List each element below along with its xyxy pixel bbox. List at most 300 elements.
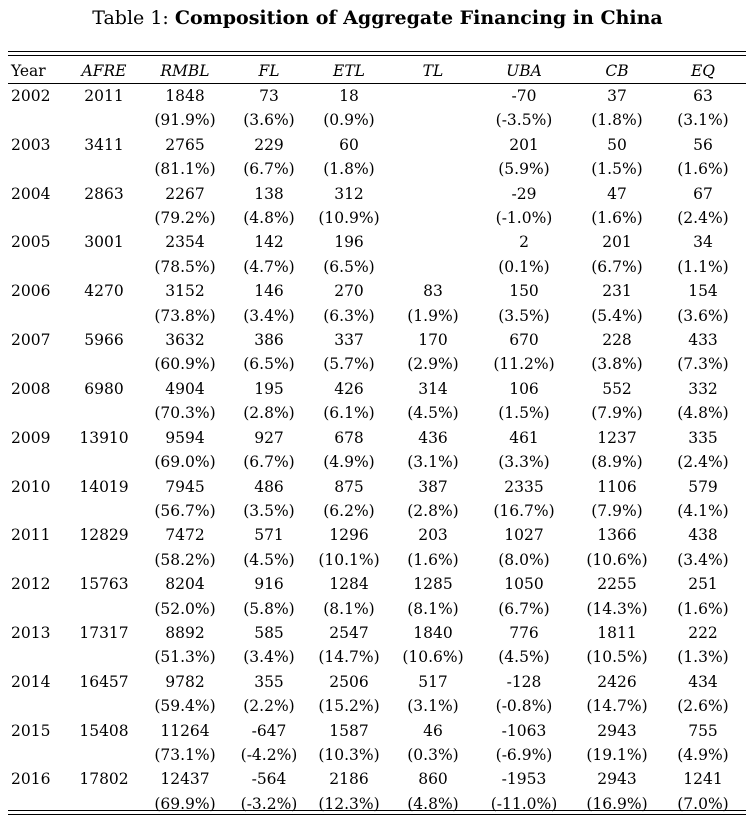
value-cell: 552 [602,379,632,398]
share-cell: (1.1%) [677,257,729,276]
empty-year-cell [8,694,70,718]
year-cell: 2006 [11,282,51,301]
column-header-year: Year [11,62,46,80]
share-cell [70,304,138,328]
value-cell: 56 [693,135,713,154]
column-header-fl: FL [258,62,280,80]
value-cell: 8892 [165,623,205,642]
value-cell: 154 [688,282,718,301]
value-cell: 335 [688,428,718,447]
share-cell [70,157,138,181]
share-cell: (6.5%) [323,257,375,276]
share-cell: (-1.0%) [495,209,553,228]
value-cell: 312 [334,184,364,203]
table-row-values [8,182,746,206]
share-cell: (14.7%) [586,697,648,716]
share-cell: (3.4%) [677,550,729,569]
share-cell: (1.5%) [498,404,550,423]
value-cell: 2863 [84,184,124,203]
value-cell: 4270 [84,282,124,301]
year-cell: 2005 [11,233,51,252]
financing-table [8,59,746,816]
year-cell: 2013 [11,623,51,642]
value-cell: 83 [423,282,443,301]
share-cell: (1.6%) [677,160,729,179]
share-cell: (8.9%) [591,453,643,472]
value-cell [392,230,474,254]
share-cell: (-3.5%) [495,111,553,130]
value-cell: 2354 [165,233,205,252]
column-header-tl: TL [422,62,444,80]
empty-year-cell [8,352,70,376]
empty-year-cell [8,304,70,328]
share-cell: (0.1%) [498,257,550,276]
value-cell: 2335 [504,477,544,496]
table-row-values [8,377,746,401]
year-cell: 2008 [11,379,51,398]
share-cell [392,157,474,181]
value-cell: 387 [418,477,448,496]
table-row-shares [8,694,746,718]
share-cell: (4.8%) [243,209,295,228]
value-cell: 12829 [79,526,129,545]
value-cell: 201 [509,135,539,154]
share-cell: (3.6%) [677,306,729,325]
share-cell: (69.0%) [154,453,216,472]
table-row-shares [8,157,746,181]
value-cell: 270 [334,282,364,301]
empty-year-cell [8,645,70,669]
year-cell: 2009 [11,428,51,447]
table-row-shares [8,792,746,816]
share-cell: (2.8%) [243,404,295,423]
share-cell: (6.5%) [243,355,295,374]
share-cell [70,206,138,230]
table-row-values [8,767,746,791]
share-cell [70,352,138,376]
value-cell: 434 [688,672,718,691]
share-cell: (19.1%) [586,745,648,764]
share-cell: (10.6%) [586,550,648,569]
value-cell: 875 [334,477,364,496]
share-cell: (4.5%) [243,550,295,569]
share-cell [70,108,138,132]
share-cell: (69.9%) [154,794,216,813]
table-row-shares [8,255,746,279]
top-rule-outer [8,51,746,52]
share-cell: (11.2%) [493,355,555,374]
value-cell: 579 [688,477,718,496]
share-cell: (2.6%) [677,697,729,716]
share-cell: (81.1%) [154,160,216,179]
value-cell: 314 [418,379,448,398]
value-cell: -647 [251,721,287,740]
value-cell: 3152 [165,282,205,301]
table-row-shares [8,743,746,767]
share-cell: (3.5%) [243,501,295,520]
share-cell [392,206,474,230]
value-cell: 16457 [79,672,129,691]
share-cell: (58.2%) [154,550,216,569]
value-cell: 2506 [329,672,369,691]
value-cell: 170 [418,331,448,350]
table-row-values [8,475,746,499]
share-cell: (6.3%) [323,306,375,325]
value-cell: 1027 [504,526,544,545]
share-cell: (14.3%) [586,599,648,618]
share-cell [70,548,138,572]
value-cell: 13910 [79,428,129,447]
share-cell: (14.7%) [318,648,380,667]
year-cell: 2016 [11,770,51,789]
value-cell: 201 [602,233,632,252]
share-cell: (59.4%) [154,697,216,716]
column-header-eq: EQ [690,62,716,80]
value-cell: 15763 [79,575,129,594]
table-row-shares [8,352,746,376]
empty-year-cell [8,255,70,279]
share-cell: (78.5%) [154,257,216,276]
share-cell: (3.8%) [591,355,643,374]
value-cell: 3411 [84,135,124,154]
value-cell: 228 [602,331,632,350]
value-cell: 15408 [79,721,129,740]
column-header-uba: UBA [506,62,542,80]
value-cell: 67 [693,184,713,203]
share-cell: (56.7%) [154,501,216,520]
share-cell: (4.8%) [677,404,729,423]
column-header-afre: AFRE [81,62,127,80]
empty-year-cell [8,108,70,132]
table-row-values [8,719,746,743]
year-cell: 2011 [11,526,51,545]
table-row-values [8,279,746,303]
table-row-shares [8,401,746,425]
share-cell: (0.3%) [407,745,459,764]
value-cell: 11264 [160,721,210,740]
value-cell: 1241 [683,770,723,789]
value-cell: 231 [602,282,632,301]
value-cell: 138 [254,184,284,203]
value-cell: 2547 [329,623,369,642]
value-cell: 755 [688,721,718,740]
column-header-cb: CB [605,62,629,80]
table-row-values [8,133,746,157]
table-header-row [8,59,746,84]
value-cell: 50 [607,135,627,154]
value-cell: 2011 [84,87,124,105]
value-cell: 1296 [329,526,369,545]
share-cell: (1.6%) [591,209,643,228]
value-cell: 18 [339,87,359,105]
value-cell: 927 [254,428,284,447]
value-cell: 8204 [165,575,205,594]
share-cell: (1.3%) [677,648,729,667]
year-cell: 2004 [11,184,51,203]
empty-year-cell [8,157,70,181]
table-row-shares [8,645,746,669]
value-cell: 146 [254,282,284,301]
table-body [8,84,746,817]
share-cell: (2.4%) [677,209,729,228]
value-cell: 436 [418,428,448,447]
value-cell: 1284 [329,575,369,594]
value-cell: 386 [254,331,284,350]
share-cell: (16.7%) [493,501,555,520]
value-cell: 585 [254,623,284,642]
table-row-shares [8,548,746,572]
value-cell: 37 [607,87,627,105]
empty-year-cell [8,792,70,816]
share-cell: (4.8%) [407,794,459,813]
share-cell: (5.8%) [243,599,295,618]
bottom-rule-outer [8,814,746,815]
value-cell: 517 [418,672,448,691]
share-cell: (-3.2%) [240,794,298,813]
value-cell: -1953 [501,770,547,789]
share-cell: (8.1%) [323,599,375,618]
value-cell: 916 [254,575,284,594]
value-cell: 776 [509,623,539,642]
value-cell: 46 [423,721,443,740]
value-cell: 355 [254,672,284,691]
value-cell: 2186 [329,770,369,789]
share-cell: (10.5%) [586,648,648,667]
share-cell: (3.1%) [677,111,729,130]
value-cell: 3632 [165,331,205,350]
value-cell: 222 [688,623,718,642]
year-cell: 2010 [11,477,51,496]
value-cell: 150 [509,282,539,301]
share-cell: (10.3%) [318,745,380,764]
share-cell: (1.8%) [323,160,375,179]
share-cell: (7.3%) [677,355,729,374]
share-cell: (0.9%) [323,111,375,130]
table-caption [0,4,755,32]
column-header-rmbl: RMBL [160,62,210,80]
share-cell: (7.0%) [677,794,729,813]
value-cell: 2255 [597,575,637,594]
value-cell: 4904 [165,379,205,398]
value-cell: 7472 [165,526,205,545]
value-cell: 1848 [165,87,205,105]
share-cell: (60.9%) [154,355,216,374]
value-cell: 7945 [165,477,205,496]
year-cell: 2003 [11,135,51,154]
share-cell: (1.8%) [591,111,643,130]
share-cell: (5.9%) [498,160,550,179]
value-cell: 337 [334,331,364,350]
value-cell: 251 [688,575,718,594]
value-cell: 1587 [329,721,369,740]
share-cell: (4.7%) [243,257,295,276]
share-cell: (6.1%) [323,404,375,423]
share-cell: (1.5%) [591,160,643,179]
share-cell: (10.9%) [318,209,380,228]
value-cell: 860 [418,770,448,789]
value-cell: 571 [254,526,284,545]
share-cell: (1.6%) [677,599,729,618]
share-cell: (10.1%) [318,550,380,569]
value-cell: 433 [688,331,718,350]
value-cell: -564 [251,770,287,789]
value-cell: 229 [254,135,284,154]
share-cell: (4.9%) [323,453,375,472]
table-row-shares [8,597,746,621]
value-cell: 3001 [84,233,124,252]
table-row-values [8,84,746,109]
share-cell: (6.7%) [243,160,295,179]
share-cell: (3.4%) [243,648,295,667]
value-cell: 9782 [165,672,205,691]
table-row-values [8,426,746,450]
share-cell: (10.6%) [402,648,464,667]
value-cell: 2943 [597,770,637,789]
value-cell: 63 [693,87,713,105]
value-cell: 203 [418,526,448,545]
share-cell [70,597,138,621]
value-cell: 47 [607,184,627,203]
share-cell [70,450,138,474]
share-cell: (73.8%) [154,306,216,325]
share-cell: (6.2%) [323,501,375,520]
share-cell: (2.9%) [407,355,459,374]
value-cell: 196 [334,233,364,252]
caption-prefix: Table 1: [92,7,175,29]
share-cell [70,694,138,718]
share-cell: (3.1%) [407,697,459,716]
value-cell: 14019 [79,477,129,496]
table-row-values [8,670,746,694]
empty-year-cell [8,743,70,767]
value-cell: 1366 [597,526,637,545]
value-cell: 9594 [165,428,205,447]
share-cell: (4.5%) [407,404,459,423]
value-cell: 461 [509,428,539,447]
share-cell: (8.1%) [407,599,459,618]
share-cell: (4.9%) [677,745,729,764]
value-cell: 670 [509,331,539,350]
share-cell: (2.8%) [407,501,459,520]
share-cell [70,255,138,279]
value-cell: 1106 [597,477,637,496]
value-cell: 1285 [413,575,453,594]
share-cell [70,499,138,523]
share-cell: (70.3%) [154,404,216,423]
value-cell: 2426 [597,672,637,691]
share-cell: (2.2%) [243,697,295,716]
share-cell: (7.9%) [591,501,643,520]
share-cell: (3.3%) [498,453,550,472]
value-cell: 73 [259,87,279,105]
caption-title: Composition of Aggregate Financing in China [174,7,663,29]
bottom-rule-inner [8,810,746,811]
year-cell: 2015 [11,721,51,740]
value-cell: 1840 [413,623,453,642]
share-cell [392,108,474,132]
value-cell [392,84,474,109]
share-cell: (3.6%) [243,111,295,130]
share-cell: (16.9%) [586,794,648,813]
share-cell: (15.2%) [318,697,380,716]
value-cell: 2765 [165,135,205,154]
value-cell: 12437 [160,770,210,789]
share-cell: (-6.9%) [495,745,553,764]
share-cell: (-4.2%) [240,745,298,764]
share-cell [70,645,138,669]
value-cell: 60 [339,135,359,154]
year-cell: 2012 [11,575,51,594]
share-cell: (52.0%) [154,599,216,618]
table-row-shares [8,206,746,230]
share-cell: (1.9%) [407,306,459,325]
share-cell: (6.7%) [591,257,643,276]
share-cell: (73.1%) [154,745,216,764]
value-cell: 486 [254,477,284,496]
table-row-shares [8,304,746,328]
value-cell: 438 [688,526,718,545]
value-cell: 2 [519,233,529,252]
value-cell: 1050 [504,575,544,594]
value-cell: 34 [693,233,713,252]
share-cell: (5.4%) [591,306,643,325]
share-cell [70,401,138,425]
value-cell: 426 [334,379,364,398]
table-row-values [8,523,746,547]
empty-year-cell [8,597,70,621]
empty-year-cell [8,499,70,523]
value-cell: 2267 [165,184,205,203]
value-cell [392,133,474,157]
value-cell: -1063 [501,721,547,740]
year-cell: 2007 [11,331,51,350]
value-cell: -128 [506,672,542,691]
top-rule-inner [8,55,746,56]
value-cell: 678 [334,428,364,447]
value-cell: -70 [511,87,537,105]
value-cell [392,182,474,206]
value-cell: 17317 [79,623,129,642]
share-cell: (12.3%) [318,794,380,813]
empty-year-cell [8,206,70,230]
share-cell: (6.7%) [498,599,550,618]
table-row-shares [8,450,746,474]
share-cell: (3.1%) [407,453,459,472]
value-cell: 1811 [597,623,637,642]
table-row-values [8,328,746,352]
share-cell: (79.2%) [154,209,216,228]
share-cell: (7.9%) [591,404,643,423]
empty-year-cell [8,401,70,425]
share-cell: (-11.0%) [490,794,558,813]
share-cell [70,743,138,767]
share-cell [392,255,474,279]
empty-year-cell [8,450,70,474]
share-cell: (8.0%) [498,550,550,569]
share-cell: (2.4%) [677,453,729,472]
share-cell: (5.7%) [323,355,375,374]
share-cell: (91.9%) [154,111,216,130]
empty-year-cell [8,548,70,572]
value-cell: 6980 [84,379,124,398]
share-cell: (6.7%) [243,453,295,472]
share-cell: (-0.8%) [495,697,553,716]
value-cell: 1237 [597,428,637,447]
year-cell: 2014 [11,672,51,691]
value-cell: 142 [254,233,284,252]
table-row-values [8,621,746,645]
column-header-etl: ETL [333,62,365,80]
